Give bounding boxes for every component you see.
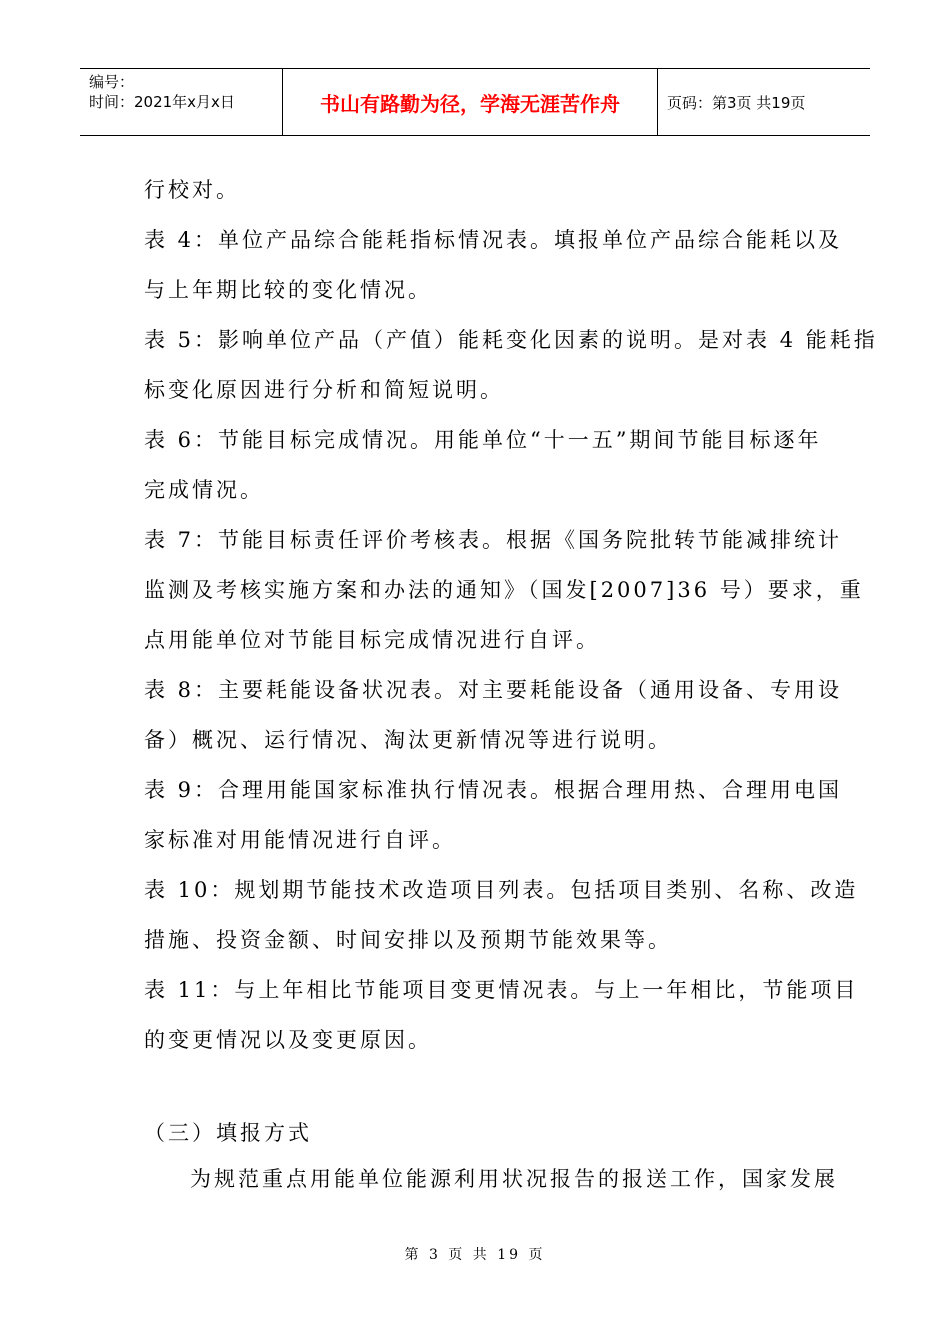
header-motto: 书山有路勤为径，学海无涯苦作舟 bbox=[282, 69, 658, 135]
header-meta bbox=[80, 69, 282, 135]
body-line: 与上年期比较的变化情况。 bbox=[144, 278, 432, 302]
body-line: 标变化原因进行分析和简短说明。 bbox=[144, 378, 504, 402]
section-heading: （三）填报方式 bbox=[144, 1121, 312, 1145]
body-line: 监测及考核实施方案和办法的通知》（国发[2007]36 号）要求，重 bbox=[144, 578, 864, 602]
page-header bbox=[80, 68, 870, 136]
body-line: 措施、投资金额、时间安排以及预期节能效果等。 bbox=[144, 928, 672, 952]
body-line: 表 7：节能目标责任评价考核表。根据《国务院批转节能减排统计 bbox=[144, 528, 843, 552]
header-page-number: 页码：第3页 共19页 bbox=[667, 93, 806, 112]
section-paragraph: 为规范重点用能单位能源利用状况报告的报送工作，国家发展 bbox=[190, 1167, 838, 1191]
body-line: 表 6：节能目标完成情况。用能单位“十一五”期间节能目标逐年 bbox=[144, 428, 822, 452]
body-line: 表 9：合理用能国家标准执行情况表。根据合理用热、合理用电国 bbox=[144, 778, 843, 802]
body-line: 完成情况。 bbox=[144, 478, 264, 502]
page-footer: 第 3 页 共 19 页 bbox=[404, 1247, 546, 1263]
body-line: 表 11：与上年相比节能项目变更情况表。与上一年相比，节能项目 bbox=[144, 978, 859, 1002]
body-line: 表 5：影响单位产品（产值）能耗变化因素的说明。是对表 4 能耗指 bbox=[144, 328, 878, 352]
body-line: 点用能单位对节能目标完成情况进行自评。 bbox=[144, 628, 600, 652]
body-line: 家标准对用能情况进行自评。 bbox=[144, 828, 456, 852]
document-date-label: 时间：2021年x月x日 bbox=[89, 93, 235, 111]
body-line: 表 8：主要耗能设备状况表。对主要耗能设备（通用设备、专用设 bbox=[144, 678, 843, 702]
body-line: 表 10：规划期节能技术改造项目列表。包括项目类别、名称、改造 bbox=[144, 878, 859, 902]
body-line: 表 4：单位产品综合能耗指标情况表。填报单位产品综合能耗以及 bbox=[144, 228, 843, 252]
document-body bbox=[144, 165, 878, 1065]
body-line: 的变更情况以及变更原因。 bbox=[144, 1028, 432, 1052]
body-line: 备）概况、运行情况、淘汰更新情况等进行说明。 bbox=[144, 728, 672, 752]
document-number-label: 编号： bbox=[89, 73, 135, 91]
body-line: 行校对。 bbox=[144, 178, 240, 202]
